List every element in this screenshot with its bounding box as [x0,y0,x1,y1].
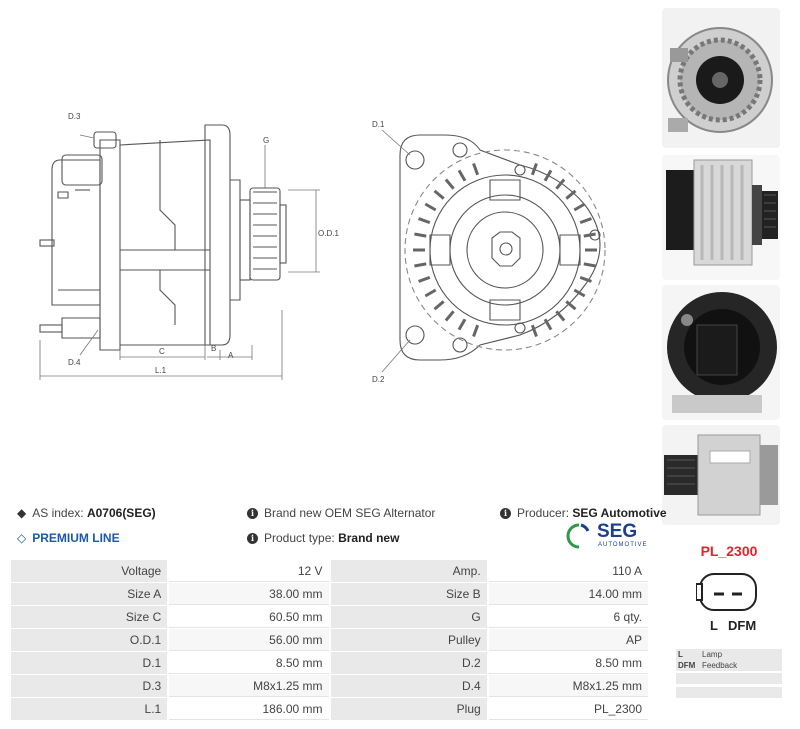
product-photo-side [662,155,780,280]
label-c: C [159,347,165,356]
cooling-fin [532,164,536,175]
front-view-drawing [400,135,605,360]
spec-label: D.2 [331,652,487,674]
cooling-fin [459,170,465,180]
seg-logo-subtext: AUTOMOTIVE [598,542,648,548]
producer-value: SEG Automotive [572,506,667,520]
spec-label: Amp. [331,560,487,582]
cooling-fin [459,319,465,329]
tags-icon: ◆ [17,506,27,520]
spec-value: PL_2300 [489,698,648,720]
spec-table [9,559,650,721]
cooling-fin [556,311,564,320]
plug-legend-row [676,660,782,671]
label-d1: D.1 [372,120,385,129]
product-type-row [247,531,399,545]
cooling-fin [414,234,426,236]
info-icon: i [247,508,258,519]
spec-row [11,583,648,605]
label-g: G [263,136,270,145]
spec-label: Plug [331,698,487,720]
label-d2: D.2 [372,375,385,384]
cooling-fin [545,170,551,180]
cooling-fin [419,277,430,281]
cooling-fin [584,264,596,266]
spec-label: D.3 [11,675,167,697]
spec-value: 14.00 mm [489,583,648,605]
spec-value: 6 qty. [489,606,648,628]
cooling-fin [580,219,591,223]
spec-row [11,698,648,720]
cooling-fin [532,325,536,336]
producer-label: Producer: [517,506,570,520]
side-view-drawing [40,125,286,350]
spec-row [11,560,648,582]
brand-row [247,506,435,520]
cooling-fin [425,290,435,296]
cooling-fin [435,301,444,309]
cooling-fin [584,234,596,236]
spec-value: AP [489,629,648,651]
spec-row [11,606,648,628]
product-photo-angle [662,425,780,525]
spec-value: 12 V [169,560,328,582]
plug-legend-code: L [678,650,683,659]
diamond-icon: ◇ [17,531,27,545]
cooling-fin [566,191,575,199]
cooling-fin [474,164,478,175]
cooling-fin [574,290,584,296]
plug-legend-row [676,649,782,660]
plug-legend-row [676,673,782,684]
plug-name: PL_2300 [700,543,758,559]
spec-value: 56.00 mm [169,629,328,651]
cooling-fin [435,191,444,199]
seg-logo [566,522,650,552]
plug-legend-desc: Lamp [702,650,723,659]
spec-label: Size B [331,583,487,605]
plug-legend-row [676,687,782,698]
spec-row [11,629,648,651]
spec-label: L.1 [11,698,167,720]
brand-text: Brand new OEM SEG Alternator [264,506,436,520]
plug-legend-code: DFM [678,661,696,670]
cooling-fin [446,180,454,189]
spec-row [11,675,648,697]
spec-label: Pulley [331,629,487,651]
product-type-label: Product type: [264,531,335,545]
spec-row [11,652,648,674]
pin-dfm-label: DFM [728,618,757,633]
spec-label: Size A [11,583,167,605]
spec-label: D.1 [11,652,167,674]
product-photo-rear [662,285,780,420]
spec-value: 110 A [489,560,648,582]
spec-label: O.D.1 [11,629,167,651]
spec-value: M8x1.25 mm [489,675,648,697]
seg-logo-text: SEG [597,521,638,542]
label-b: B [211,344,217,353]
info-icon: i [500,508,511,519]
label-d3: D.3 [68,112,81,121]
cooling-fin [446,311,454,320]
product-photo-front [662,8,780,148]
spec-label: Voltage [11,560,167,582]
spec-label: Size C [11,606,167,628]
producer-row [500,506,667,520]
spec-value: M8x1.25 mm [169,675,328,697]
spec-label: G [331,606,487,628]
label-l1: L.1 [155,366,167,375]
as-index-row [17,506,156,520]
premium-line-row [17,531,120,545]
plug-legend-desc: Feedback [702,661,738,670]
spec-label: D.4 [331,675,487,697]
as-index-value: A0706(SEG) [86,506,156,520]
as-index-label: AS index: [32,506,84,520]
label-d4: D.4 [68,358,81,367]
pin-l-label: L [710,618,718,633]
label-a: A [228,351,234,360]
spec-value: 8.50 mm [489,652,648,674]
cooling-fin [414,264,426,266]
cooling-fin [419,219,430,223]
label-od1: O.D.1 [318,229,339,238]
cooling-fin [425,204,435,210]
spec-value: 186.00 mm [169,698,328,720]
product-type-value: Brand new [338,531,400,545]
spec-value: 60.50 mm [169,606,328,628]
info-icon: i [247,533,258,544]
premium-line-label: PREMIUM LINE [32,531,120,545]
plug-connector-icon [696,570,760,614]
spec-value: 8.50 mm [169,652,328,674]
cooling-fin [574,204,584,210]
spec-value: 38.00 mm [169,583,328,605]
cooling-fin [474,325,478,336]
